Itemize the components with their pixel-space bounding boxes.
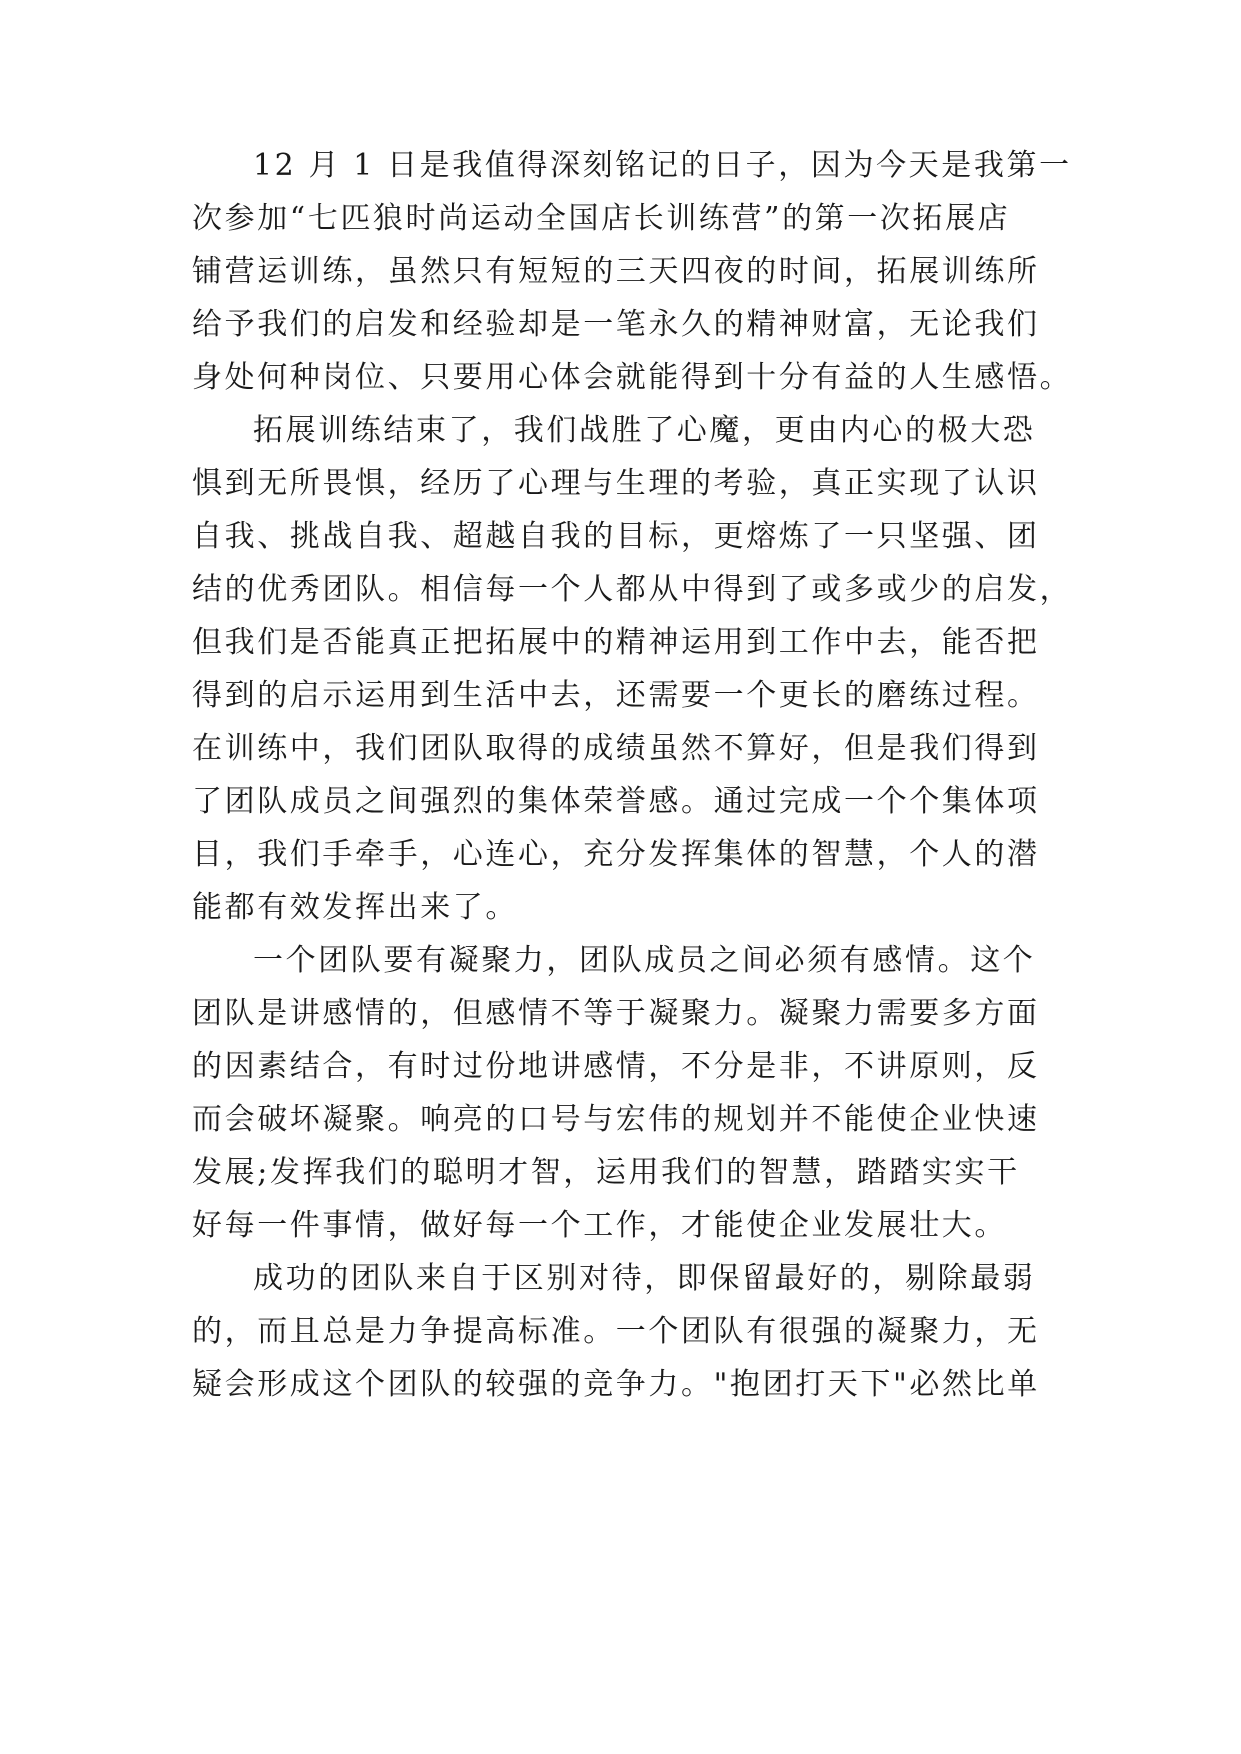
text-line: 了团队成员之间强烈的集体荣誉感。通过完成一个个集体项 (192, 784, 1040, 819)
text-line: 得到的启示运用到生活中去，还需要一个更长的磨练过程。 (192, 678, 1040, 713)
text-line: 拓展训练结束了，我们战胜了心魔，更由内心的极大恐 (253, 413, 1036, 448)
text-line: 一个团队要有凝聚力，团队成员之间必须有感情。这个 (253, 943, 1036, 978)
text-line: 团队是讲感情的，但感情不等于凝聚力。凝聚力需要多方面 (192, 996, 1040, 1031)
text-line: 能都有效发挥出来了。 (192, 890, 518, 925)
text-line: 而会破坏凝聚。响亮的口号与宏伟的规划并不能使企业快速 (192, 1102, 1040, 1137)
text-line: 身处何种岗位、只要用心体会就能得到十分有益的人生感悟。 (192, 360, 1073, 395)
text-line: 的因素结合，有时过份地讲感情，不分是非，不讲原则，反 (192, 1049, 1040, 1084)
text-line: 次参加“七匹狼时尚运动全国店长训练营”的第一次拓展店 (192, 201, 1011, 236)
text-line: 但我们是否能真正把拓展中的精神运用到工作中去，能否把 (192, 625, 1040, 660)
text-line: 的，而且总是力争提高标准。一个团队有很强的凝聚力，无 (192, 1314, 1040, 1349)
text-line: 在训练中，我们团队取得的成绩虽然不算好，但是我们得到 (192, 731, 1040, 766)
text-line: 惧到无所畏惧，经历了心理与生理的考验，真正实现了认识 (192, 466, 1040, 501)
text-line: 成功的团队来自于区别对待，即保留最好的，剔除最弱 (253, 1261, 1036, 1296)
text-line: 给予我们的启发和经验却是一笔永久的精神财富，无论我们 (192, 307, 1040, 342)
text-line: 疑会形成这个团队的较强的竞争力。"抱团打天下"必然比单 (192, 1367, 1040, 1402)
text-line: 自我、挑战自我、超越自我的目标，更熔炼了一只坚强、团 (192, 519, 1040, 554)
text-line: 目，我们手牵手，心连心，充分发挥集体的智慧，个人的潜 (192, 837, 1040, 872)
text-line: 铺营运训练，虽然只有短短的三天四夜的时间，拓展训练所 (192, 254, 1040, 289)
text-line: 好每一件事情，做好每一个工作，才能使企业发展壮大。 (192, 1208, 1007, 1243)
text-line: 结的优秀团队。相信每一个人都从中得到了或多或少的启发， (192, 572, 1073, 607)
text-line: 发展;发挥我们的聪明才智，运用我们的智慧，踏踏实实干 (192, 1155, 1020, 1190)
text-line: 12 月 1 日是我值得深刻铭记的日子，因为今天是我第一 (253, 148, 1072, 183)
